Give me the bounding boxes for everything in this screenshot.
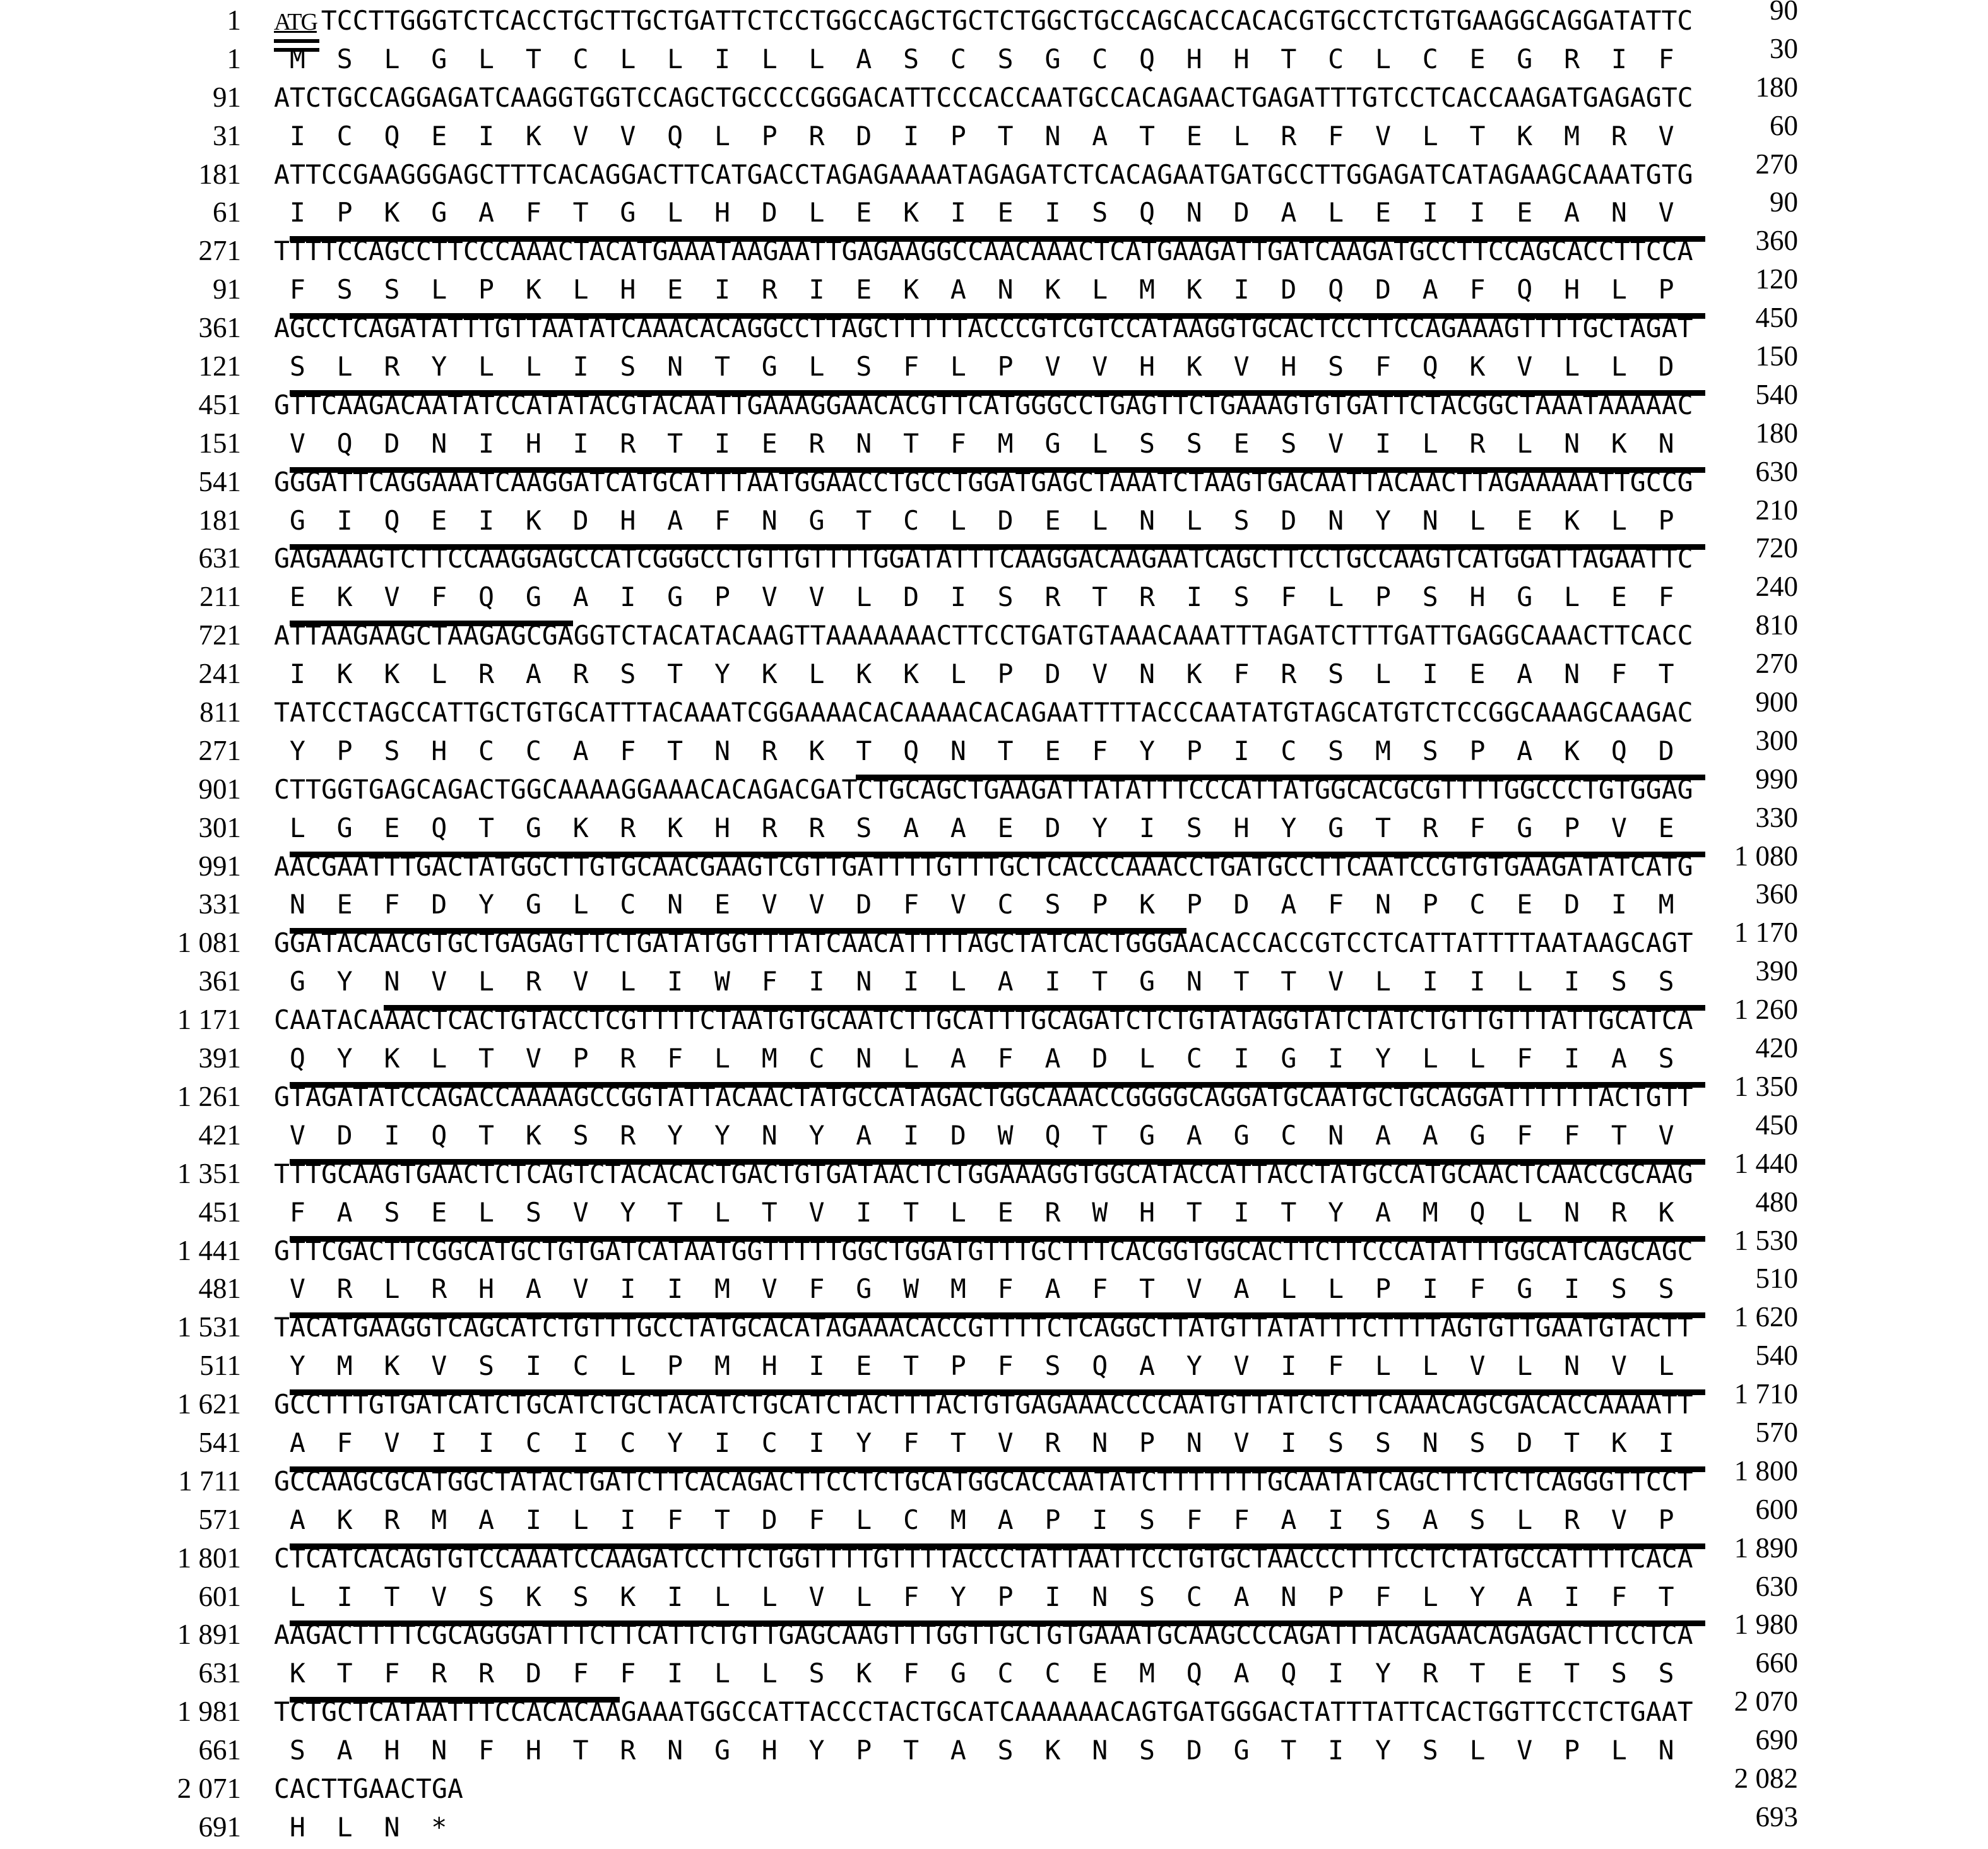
nt-start-number: 1 261 (177, 1080, 241, 1112)
protein-underlined-region: GIQEIKDHAFNGTCLDELNLSDNYNLEKLP (290, 505, 1706, 550)
protein-line (0, 340, 1988, 388)
protein-line (0, 724, 1988, 773)
aa-end-number: 180 (1755, 417, 1798, 449)
protein-sequence (274, 1043, 1706, 1074)
dna-line (0, 1301, 1988, 1349)
protein-segment: GY (289, 966, 384, 997)
protein-sequence: HLN* (289, 1811, 479, 1843)
protein-sequence (274, 274, 1706, 306)
nt-start-number: 811 (199, 696, 241, 728)
aa-start-number: 121 (198, 350, 241, 383)
nt-start-number: 2 071 (177, 1772, 241, 1804)
aa-end-number: 120 (1755, 263, 1798, 295)
nt-end-number: 720 (1755, 532, 1798, 564)
protein-segment: AIGPVVLDISRTRISFLPSHGLEF (572, 581, 1706, 613)
nt-start-number: 1 891 (177, 1619, 241, 1651)
protein-line (0, 648, 1988, 696)
aa-start-number: 211 (199, 581, 241, 613)
aa-start-number: 301 (198, 811, 241, 843)
dna-sequence: GCCTTTGTGATCATCTGCATCTGCTACATCTGCATCTACTTTACTGTGAGAAACCCCAATGTTATCTCTTCAAACAGCGACACCAAAATT (274, 1389, 1693, 1420)
aa-end-number: 390 (1755, 955, 1798, 987)
protein-line (0, 878, 1988, 926)
aa-start-number: 271 (198, 734, 241, 766)
dna-sequence: CTTGGTGAGCAGACTGGCAAAAGGAAACACAGACGATCTGCAGCTGAAGATTATATTTCCCATTATGGCACGCGTTTTGGCCCTGTGGAG (274, 773, 1693, 805)
aa-end-number: 150 (1755, 340, 1798, 372)
aa-end-number: 300 (1755, 724, 1798, 756)
nt-start-number: 1 981 (177, 1696, 241, 1728)
nt-end-number: 630 (1755, 455, 1798, 487)
aa-end-number: 540 (1755, 1340, 1798, 1372)
protein-underlined-region: FASELSVYTLTVITLERWHTITYAMQLNRK (290, 1197, 1706, 1242)
aa-end-number: 630 (1755, 1570, 1798, 1602)
protein-line (0, 1647, 1988, 1695)
dna-line (0, 609, 1988, 657)
aa-start-number: 241 (198, 658, 241, 690)
protein-segment: YPSHCCAFTNRK (289, 735, 856, 766)
nt-end-number: 2 082 (1734, 1762, 1798, 1794)
protein-underlined-region: IPKGAFTGLHDLEKIEISQNDALEIIEANV (290, 197, 1706, 242)
protein-underlined-region: VQDNIHIRTIERNTFMGLSSESVILRLNKN (290, 428, 1706, 473)
dna-line (0, 917, 1988, 965)
protein-underlined-region: VRLRHAVIIMVFGWMFAFTVALLPIFGISS (290, 1273, 1706, 1318)
aa-start-number: 601 (198, 1580, 241, 1612)
protein-sequence: MSLGLTCLLILLASCSGCQHHTCLCEGRIF (289, 43, 1706, 74)
nt-start-number: 451 (198, 388, 241, 420)
protein-sequence (274, 1350, 1706, 1382)
aa-end-number: 360 (1755, 878, 1798, 910)
dna-line (0, 302, 1988, 350)
protein-line (0, 1186, 1988, 1234)
protein-sequence (274, 966, 1706, 997)
nt-start-number: 1 621 (177, 1388, 241, 1420)
dna-sequence: GCCAAGCGCATGGCTATACTGATCTTCACAGACTTCCTCTGCATGGCACCAATATCTTTTTTTGCAATATCAGCTTCTCTCAGGGTTCCT (274, 1465, 1693, 1497)
aa-start-number: 421 (198, 1119, 241, 1151)
aa-start-number: 151 (198, 427, 241, 459)
nt-end-number: 360 (1755, 225, 1798, 257)
aa-end-number: 450 (1755, 1109, 1798, 1141)
aa-start-number: 451 (198, 1196, 241, 1228)
protein-underlined-region: AFVIICICYICIYFTVRNPNVISSNSDTKI (290, 1427, 1706, 1472)
nt-end-number: 540 (1755, 378, 1798, 410)
protein-sequence (274, 1658, 1706, 1689)
nt-end-number: 1 440 (1734, 1147, 1798, 1179)
aa-start-number: 1 (227, 42, 241, 74)
aa-end-number: 240 (1755, 571, 1798, 603)
dna-sequence: GTTCAAGACAATATCCATATACGTACAATTGAAAGGAACACGTTCATGGGCCTGAGTTCTGAAAGTGTGATTCTACGGCTAAATAAAAAC (274, 389, 1693, 420)
dna-line (0, 994, 1988, 1042)
protein-underlined-region: NVLRVLIWFINILAITGNTTVLIILISS (384, 966, 1705, 1011)
protein-line (0, 1109, 1988, 1157)
aa-end-number: 210 (1755, 494, 1798, 526)
nt-end-number: 900 (1755, 686, 1798, 718)
start-codon-atg: ATG (274, 8, 321, 36)
aa-end-number: 510 (1755, 1263, 1798, 1295)
protein-line (0, 571, 1988, 619)
nt-end-number: 810 (1755, 609, 1798, 641)
nt-end-number: 90 (1770, 0, 1798, 26)
dna-sequence: AAGACTTTTCGCAGGGATTTCTTCATTCTGTTGAGCAAGTTTGGTTGCTGTGAAATGCAAGCCCAGATTTACAGAACAGAGACTTCCTCA (274, 1619, 1693, 1651)
protein-underlined-region: TQNTEFYPICSMSPAKQD (856, 735, 1705, 780)
protein-line (0, 1493, 1988, 1542)
aa-end-number: 480 (1755, 1186, 1798, 1218)
nt-start-number: 361 (198, 312, 241, 344)
aa-start-number: 541 (198, 1426, 241, 1458)
protein-sequence (274, 504, 1706, 536)
dna-sequence: ATTCCGAAGGGAGCTTTCACAGGACTTCATGACCTAGAGAAAATAGAGATCTCACAGAATGATGCCTTGGAGATCATAGAAGCAAATGTG (274, 158, 1693, 190)
protein-line (0, 494, 1988, 542)
protein-line (0, 801, 1988, 850)
nt-end-number: 180 (1755, 71, 1798, 103)
nt-end-number: 270 (1755, 148, 1798, 180)
protein-underlined-region: QYKLTVPRFLMCNLAFADLCIGIYLLFIAS (290, 1043, 1706, 1088)
nt-start-number: 1 711 (178, 1465, 241, 1497)
protein-underlined-region: NEFDYGLCNEVVDFVCSPK (290, 889, 1186, 934)
protein-sequence (274, 427, 1706, 459)
nt-start-number: 901 (198, 773, 241, 805)
protein-line (0, 1263, 1988, 1311)
aa-end-number: 570 (1755, 1416, 1798, 1448)
aa-start-number: 181 (198, 504, 241, 536)
dna-sequence: TCTGCTCATAATTTCCACACAAGAAATGGCCATTACCCTACTGCATCAAAAAACAGTGATGGGACTATTTATTCACTGGTTCCTCTGAAT (274, 1696, 1693, 1728)
dna-line (0, 1147, 1988, 1196)
dna-line (0, 1608, 1988, 1656)
aa-start-number: 631 (198, 1657, 241, 1689)
dna-line (0, 1378, 1988, 1426)
aa-end-number: 660 (1755, 1647, 1798, 1679)
nt-start-number: 1 (227, 4, 241, 36)
protein-sequence (274, 735, 1706, 766)
nt-end-number: 1 890 (1734, 1531, 1798, 1564)
nt-end-number: 2 070 (1734, 1686, 1798, 1718)
protein-sequence (274, 1581, 1706, 1612)
dna-sequence: CTCATCACAGTGTCCAAATCCAAGATCCTTCTGGTTTTGTTTTACCCTATTAATTCCTGTGCTAACCCTTTCCTCTATGCCATTTTCACA (274, 1542, 1693, 1574)
dna-line (0, 686, 1988, 734)
dna-line (0, 1762, 1988, 1810)
nt-start-number: 541 (198, 465, 241, 497)
nt-end-number: 1 350 (1734, 1070, 1798, 1102)
protein-sequence (274, 581, 1706, 613)
aa-start-number: 481 (198, 1273, 241, 1305)
dna-line (0, 71, 1988, 119)
aa-end-number: 270 (1755, 648, 1798, 680)
dna-sequence: CAATACAAACTCACTGTACCTCGTTTTCTAATGTGCAATCTTGCATTTGCAGATCTCTGTATAGGTATCTATCTGTTGTTTATTGCATCA (274, 1004, 1693, 1036)
protein-underlined-region: FSSLPKLHEIRIEKANKLMKIDQDAFQHLP (290, 274, 1706, 319)
protein-segment: PDAFNPCEDIM (1186, 889, 1706, 920)
protein-sequence (274, 1119, 1706, 1151)
protein-sequence (274, 1427, 1706, 1458)
dna-line (0, 840, 1988, 888)
protein-underlined-region: LGEQTGKRKHRRSAAEDYISHYGTRFGPVE (290, 812, 1706, 857)
dna-line (0, 378, 1988, 427)
protein-underlined-region: AKRMAILIFTDFLCMAPISFFAISASLRVP (290, 1504, 1706, 1549)
nt-start-number: 721 (198, 619, 241, 651)
dna-sequence: TTTTCCAGCCTTCCCAAACTACATGAAATAAGAATTGAGAAGGCCAACAAACTCATGAAGATTGATCAAGATGCCTTCCAGCACCTTCCA (274, 235, 1693, 267)
protein-line (0, 263, 1988, 311)
aa-end-number: 90 (1769, 186, 1798, 218)
nt-end-number: 1 170 (1734, 917, 1798, 949)
protein-line (0, 1570, 1988, 1619)
nt-start-number: 1 441 (177, 1234, 241, 1266)
aa-start-number: 691 (198, 1810, 241, 1843)
protein-sequence (274, 1504, 1706, 1535)
nt-end-number: 1 800 (1734, 1454, 1798, 1487)
aa-end-number: 690 (1755, 1724, 1798, 1756)
protein-sequence: ICQEIKVVQLPRDIPTNATELRFVLTKMRV (289, 120, 1706, 152)
aa-start-number: 331 (198, 888, 241, 920)
dna-sequence: TACATGAAGGTCAGCATCTGTTTGCCTATGCACATAGAAACACCGTTTTCTCAGGCTTATGTTATATTTCTTTTAGTGTTGAATGTACTT (274, 1312, 1693, 1343)
protein-sequence (274, 1196, 1706, 1228)
protein-underlined-region: YMKVSICLPMHIETPFSQAYVIFLLVLNVL (290, 1350, 1706, 1395)
protein-underlined-region: EKVFQG (290, 581, 573, 626)
aa-start-number: 31 (213, 119, 241, 152)
protein-line (0, 1340, 1988, 1388)
nt-end-number: 1 260 (1734, 994, 1798, 1026)
dna-line (0, 148, 1988, 196)
dna-sequence: AACGAATTTGACTATGGCTTGTGCAACGAAGTCGTTGATTTTGTTTGCTCACCCAAACCTGATGCCTTCAATCCGTGTGAAGATATCATG (274, 850, 1693, 882)
protein-line (0, 417, 1988, 465)
dna-sequence: ATCTGCCAGGAGATCAAGGTGGTCCAGCTGCCCCGGGACATTCCCACCAATGCCACAGAACTGAGATTTGTCCTCACCAAGATGAGAGTC (274, 81, 1693, 113)
protein-sequence (274, 1273, 1706, 1305)
dna-sequence: GAGAAAGTCTTCCAAGGAGCCATCGGGCCTGTTGTTTTGGATATTTCAAGGACAAGAATCAGCTTCCTGCCAAGTCATGGATTAGAATTC (274, 543, 1693, 574)
nt-start-number: 1 081 (177, 927, 241, 959)
nt-start-number: 1 531 (177, 1311, 241, 1343)
aa-start-number: 511 (199, 1350, 241, 1382)
protein-line (0, 1032, 1988, 1080)
protein-line (0, 1724, 1988, 1772)
dna-sequence: GTTCGACTTCGGCATGCTGTGATCATAATGGTTTTTGGCTGGATGTTTGCTTTCACGGTGGCACTTCTTCCCATATTTGGCATCAGCAGC (274, 1235, 1693, 1266)
protein-segment: FILLSKFGCCEMQAQIYRTETSS (620, 1658, 1706, 1689)
protein-sequence (274, 197, 1706, 229)
dna-line (0, 455, 1988, 504)
dna-line (0, 763, 1988, 811)
protein-sequence (274, 889, 1706, 920)
aa-start-number: 661 (198, 1734, 241, 1766)
protein-sequence (274, 812, 1706, 843)
nt-start-number: 1 171 (177, 1004, 241, 1036)
dna-sequence: ATTAAGAAGCTAAGAGCGAGGTCTACATACAAGTTAAAAAAACTTCCTGATGTAAACAAATTTAGATCTTTGATTGAGGCAAACTTCACC (274, 620, 1693, 651)
protein-underlined-region: SLRYLLISNTGLSFLPVVHKVHSFQKVLLD (290, 351, 1706, 396)
aa-end-number: 600 (1755, 1493, 1798, 1525)
aa-end-number: 330 (1755, 801, 1798, 833)
nt-end-number: 1 530 (1734, 1224, 1798, 1256)
dna-line (0, 1454, 1988, 1503)
dna-line (0, 1531, 1988, 1580)
dna-line (0, 1070, 1988, 1119)
aa-start-number: 61 (213, 196, 241, 229)
protein-sequence (274, 351, 1706, 383)
protein-line (0, 1800, 1988, 1849)
dna-sequence: TATCCTAGCCATTGCTGTGCATTTACAAATCGGAAAACACAAAACACAGAATTTTACCCAATATGTAGCATGTCTCCGGCAAAGCAAGAC (274, 697, 1693, 728)
nt-end-number: 990 (1755, 763, 1798, 795)
protein-line (0, 1416, 1988, 1465)
dna-sequence: TTTGCAAGTGAACTCTCAGTCTACACACTGACTGTGATAACTCTGGAAAGGTGGCATACCATTACCTATGCCATGCAACTCAACCGCAAG (274, 1158, 1693, 1189)
protein-underlined-region: LITVSKSKILLVLFYPINSCANPFLYAIFT (290, 1581, 1706, 1626)
dna-line (0, 1224, 1988, 1273)
dna-line (0, 1686, 1988, 1733)
aa-start-number: 91 (213, 273, 241, 306)
nt-start-number: 631 (198, 542, 241, 574)
protein-underlined-region: VDIQTKSRYYNYAIDWQTGAGCNAAGFFTV (290, 1120, 1706, 1165)
nt-end-number: 1 980 (1734, 1608, 1798, 1641)
protein-sequence: IKKLRARSTYKLKKLPDVNKFRSLIEANFT (289, 658, 1706, 690)
nt-start-number: 271 (198, 235, 241, 267)
nt-end-number: 1 710 (1734, 1378, 1798, 1410)
nt-end-number: 1 080 (1734, 840, 1798, 872)
dna-sequence: GGATACAACGTGCTGAGAGTTCTGATATGGTTTATCAACATTTTAGCTATCACTGGGAACACCACCGTCCTCATTATTTTAATAAGCAGT (274, 927, 1693, 959)
nt-end-number: 450 (1755, 302, 1798, 334)
aa-start-number: 391 (198, 1042, 241, 1074)
nt-start-number: 991 (198, 850, 241, 882)
aa-end-number: 693 (1755, 1800, 1798, 1833)
nt-start-number: 181 (198, 158, 241, 190)
aa-start-number: 571 (198, 1503, 241, 1535)
dna-sequence: AGCCTCAGATATTTGTTAATATCAAACACAGGCCTTAGCTTTTTACCCGTCGTCCATAAGGTGCACTCCTTCCAGAAAGTTTTGCTAGAT (274, 312, 1693, 344)
protein-underlined-region: KTFRRDF (290, 1658, 620, 1703)
aa-end-number: 30 (1769, 32, 1798, 64)
dna-sequence: CACTTGAACTGA (274, 1773, 463, 1804)
dna-sequence: GTAGATATCCAGACCAAAAGCCGGTATTACAACTATGCCATAGACTGGCAAACCGGGGCAGGATGCAATGCTGCAGGATTTTTTACTGTT (274, 1081, 1693, 1112)
dna-sequence: ATG TCCTTGGGTCTCACCTGCTTGCTGATTCTCCTGGCCAGCTGCTCTGGCTGCCAGCACCACACGTGCCTCTGTGAAGGCAGGATATTC (274, 5, 1693, 36)
aa-end-number: 60 (1769, 109, 1798, 141)
aa-start-number: 361 (198, 965, 241, 997)
nt-start-number: 1 801 (177, 1542, 241, 1574)
protein-sequence: SAHNFHTRNGHYPTASKNSDGTIYSLVPLN (289, 1735, 1706, 1766)
dna-line (0, 532, 1988, 580)
dna-line (0, 225, 1988, 273)
aa-end-number: 420 (1755, 1032, 1798, 1064)
protein-line (0, 109, 1988, 158)
nt-start-number: 1 351 (177, 1157, 241, 1189)
dna-line (0, 0, 1988, 42)
nt-end-number: 1 620 (1734, 1301, 1798, 1333)
dna-sequence: GGGATTCAGGAAATCAAGGATCATGCATTTAATGGAACCTGCCTGGATGAGCTAAATCTAAGTGACAATTACAACTTAGAAAAATTGCCG (274, 466, 1693, 497)
protein-line (0, 955, 1988, 1003)
nt-start-number: 91 (213, 81, 241, 113)
protein-line (0, 186, 1988, 234)
